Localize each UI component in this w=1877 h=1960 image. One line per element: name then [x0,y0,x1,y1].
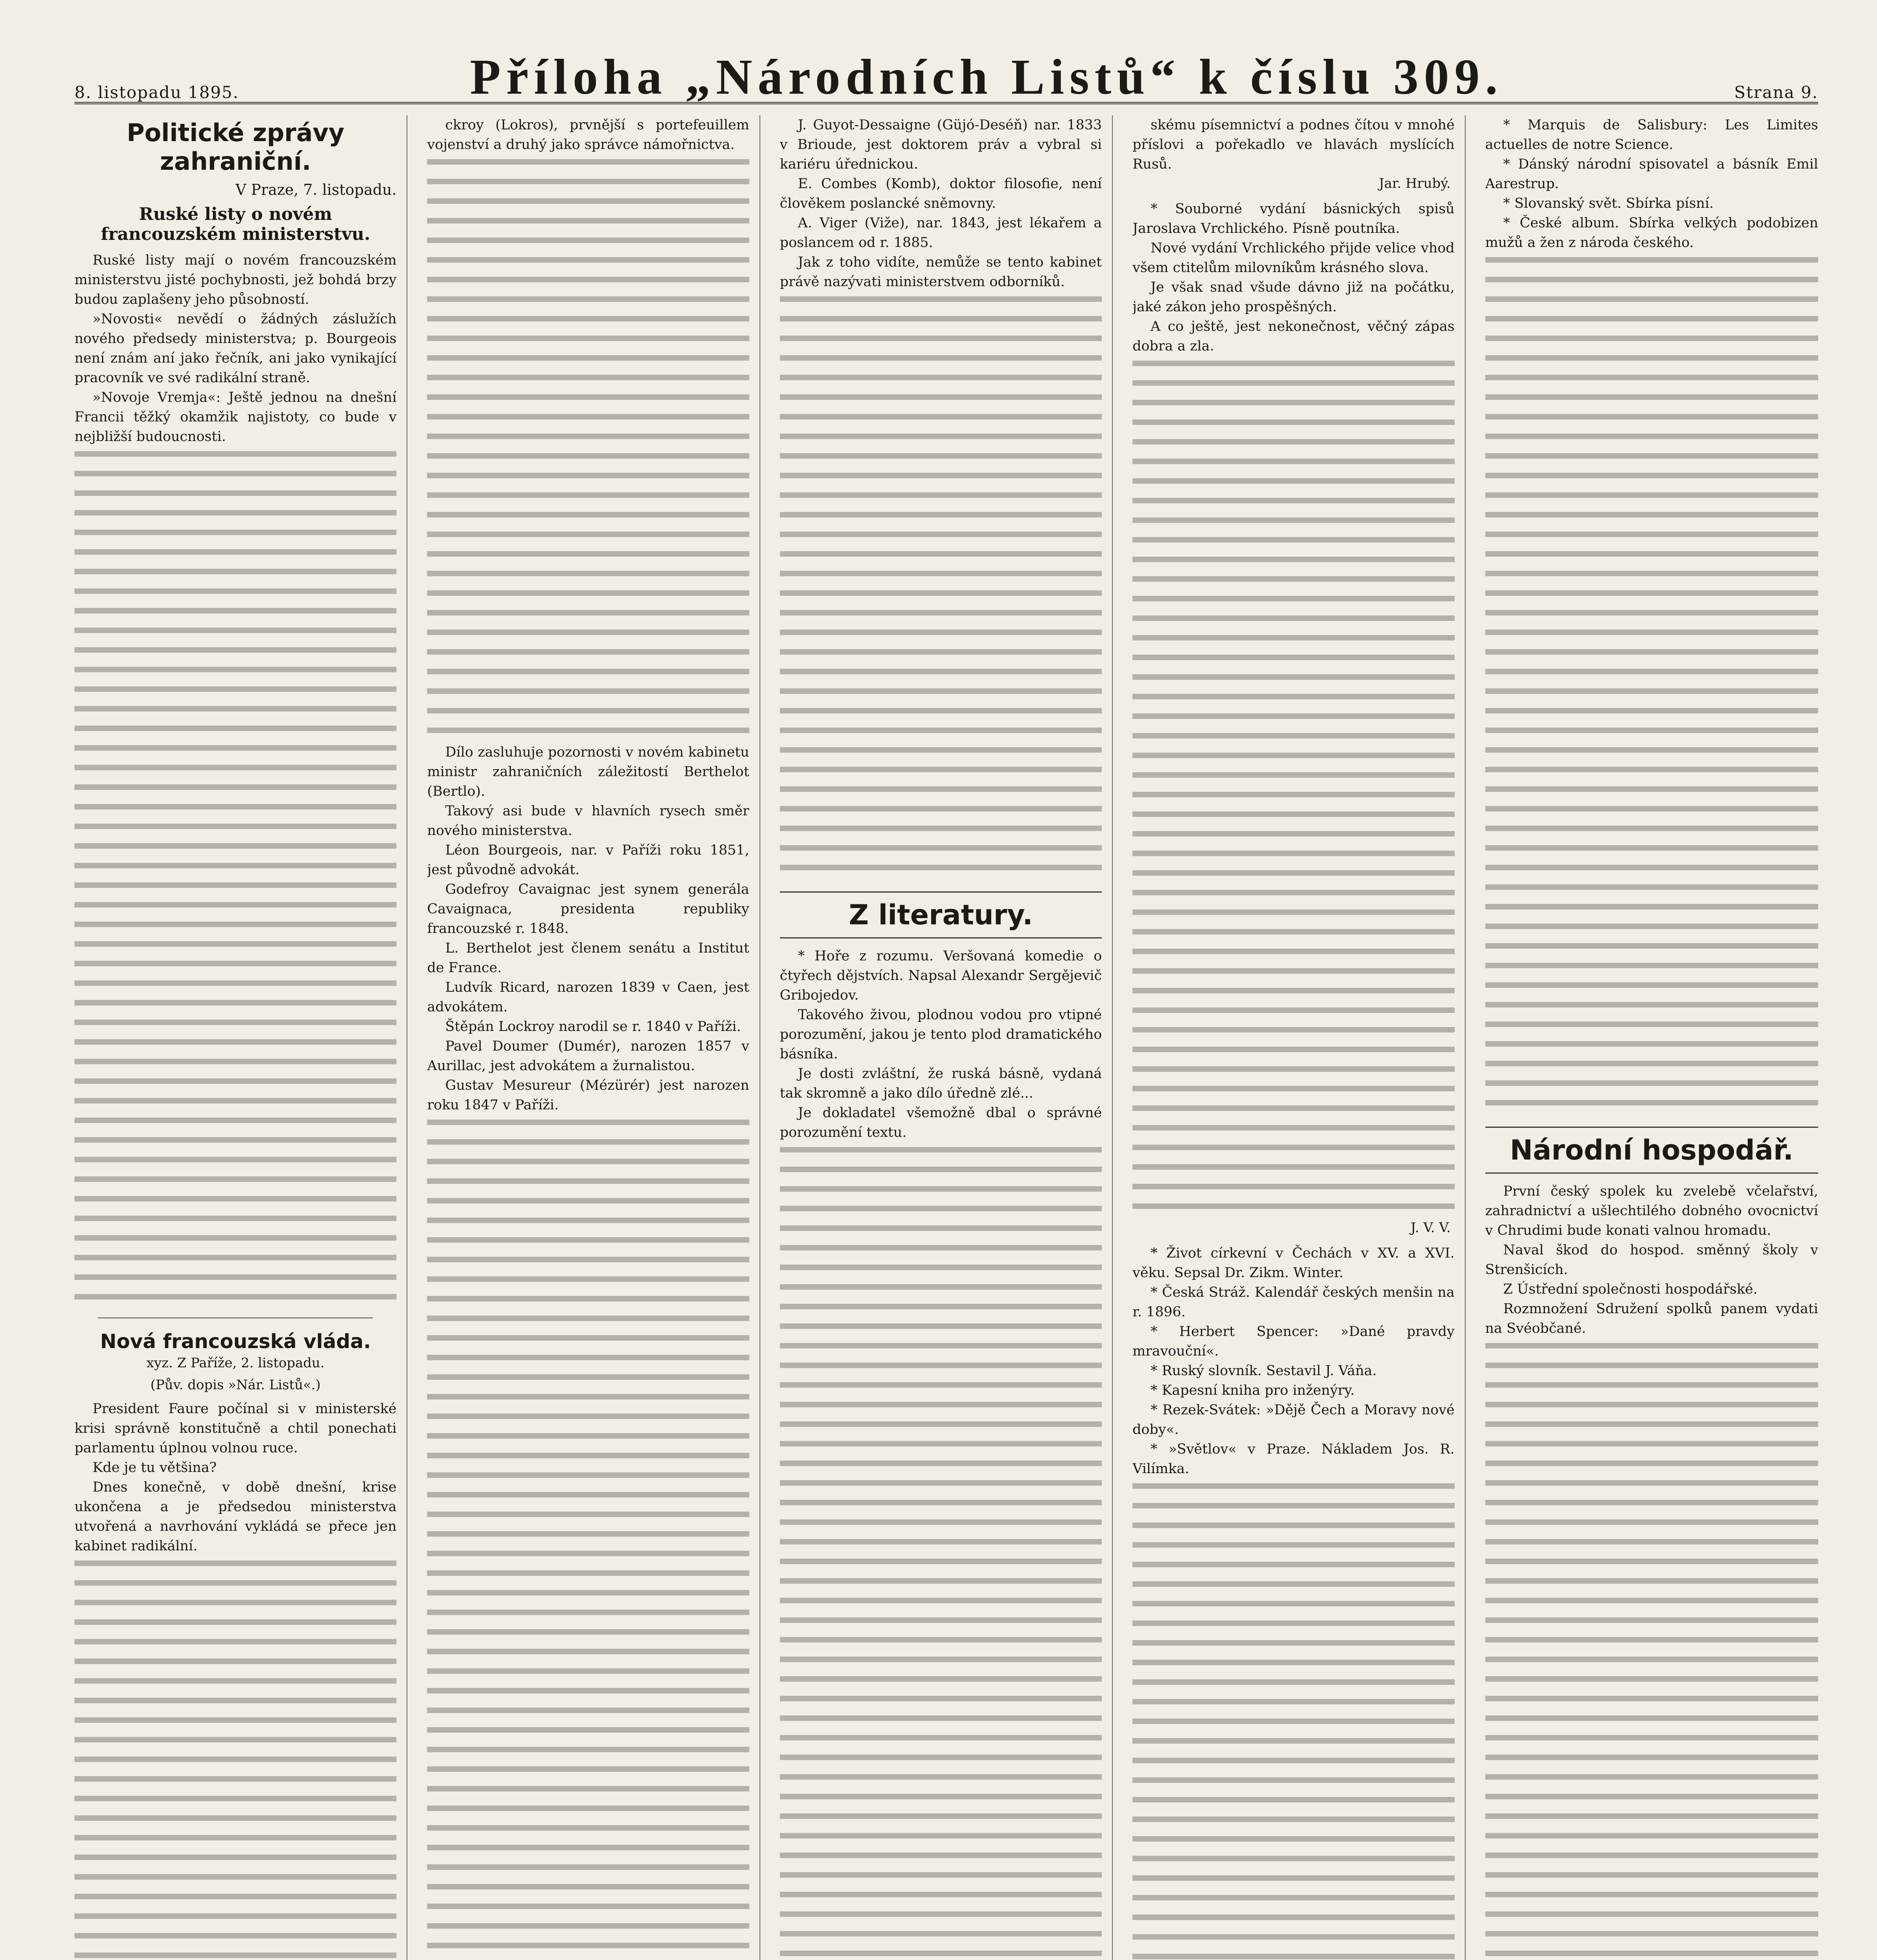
article-body [74,250,396,446]
article-source: xyz. Z Paříže, 2. listopadu. [146,1355,325,1371]
paragraph: * Život církevní v Čechách v XV. a XVI. věku. Sepsal Dr. Zikm. Winter. [1132,1245,1455,1281]
paragraph: * Herbert Spencer: »Dané pravdy mravouční«. [1132,1324,1455,1359]
supplement-title: Příloha „Národních Listů“ k číslu 309. [470,49,1503,105]
paragraph: Léon Bourgeois, nar. v Paříži roku 1851, jest původně advokát. [427,842,749,878]
column-4 [1132,115,1465,1960]
column-2 [427,115,760,1960]
article-title: Nová francouzská vláda. [100,1330,371,1353]
article-body [1132,199,1454,356]
paragraph: Nové vydání Vrchlického přijde velice vhod všem ctitelům milovníkům krásného slova. [1132,240,1455,276]
paragraph: L. Berthelot jest členem senátu a Institut de France. [427,940,749,976]
paragraph: * Dánský národní spisovatel a básník Emil Aarestrup. [1485,156,1818,192]
paragraph: * Ruský slovník. Sestavil J. Váňa. [1150,1363,1377,1379]
paragraph: Je dokladatel všemožně dbal o správné porozumění textu. [780,1105,1102,1140]
paragraph: »Novoje Vremja«: Ještě jednou na dnešní Francii těžký okamžik najistoty, co bude v nejbližší budoucnosti. [74,390,397,445]
article-body [780,115,1102,292]
body-text-lines [1132,1479,1454,1960]
body-text-lines [427,1115,749,1960]
literature-body [780,946,1102,1142]
article-title: Ruské listy o novém francouzském ministerstvu. [101,204,371,244]
paragraph: A. Viger (Viže), nar. 1843, jest lékařem a poslancem od r. 1885. [780,215,1102,250]
body-text-lines [74,446,396,1309]
paragraph: »Novosti« nevědí o žádných záslužích nového předsedy ministerstva; p. Bourgeois není znám aní jako řečník, ani jako vynikající pracovník ve své radikální straně. [74,311,397,386]
article-body [1132,115,1454,174]
paragraph: * Slovanský svět. Sbírka písní. [1503,196,1714,211]
column-5 [1485,115,1818,1960]
paragraph: Štěpán Lockroy narodil se r. 1840 v Paříži. [445,1019,741,1034]
body-text-lines [780,292,1102,880]
paragraph: President Faure počínal si v ministerské krisi správně konstitučně a chtil ponechati parlamentu úplnou volnou ruce. [74,1401,397,1456]
body-text-lines [1485,1338,1818,1960]
paragraph: Dílo zasluhuje pozornosti v novém kabinetu ministr zahraničních záležitostí Berthelot (Bertlo). [427,744,749,799]
body-text-lines [780,1142,1102,1960]
paragraph: ckroy (Lokros), prvnější s portefeuillem vojenství a druhý jako správce námořnictva. [427,117,749,152]
paragraph: Gustav Mesureur (Mézürér) jest narozen roku 1847 v Paříži. [427,1078,749,1113]
paragraph: * »Světlov« v Praze. Nákladem Jos. R. Vilímka. [1132,1441,1455,1477]
paragraph: Dnes konečně, v době dnešní, krise ukončena a je předsedou ministerstva utvořená a navrhování vykládá se přece jen kabinet radikální. [74,1479,397,1554]
author-signature: Jar. Hrubý. [1379,176,1451,191]
paragraph: Naval škod do hospod. směnný školy v Strenšicích. [1485,1242,1818,1278]
article-source-note: (Pův. dopis »Nár. Listů«.) [150,1377,321,1393]
paragraph: * Marquis de Salisbury: Les Limites actuelles de notre Science. [1485,117,1818,152]
paragraph: Ludvík Ricard, narozen 1839 v Caen, jest advokátem. [427,980,749,1015]
paragraph: Je dosti zvláštní, že ruská básně, vydaná tak skromně a jako dílo úředně zlé... [780,1066,1102,1101]
paragraph: Je však snad všude dávno již na počátku, jaké zákon jeho prospěšných. [1132,279,1455,315]
author-signature: J. V. V. [1410,1220,1451,1236]
section-heading-literature: Z literatury. [780,891,1102,938]
paragraph: A co ještě, jest nekonečnost, věčný zápas dobra a zla. [1132,319,1455,354]
paragraph: Ruské listy mají o novém francouzském ministerstvu jisté pochybnosti, jež bohdá brzy budou zaplašeny jeho působností. [74,252,397,308]
paragraph: * Souborné vydání básnických spisů Jaroslava Vrchlického. Písně poutníka. [1132,201,1455,236]
paragraph: * České album. Sbírka velkých podobizen mužů a žen z národa českého. [1485,215,1818,250]
column-3 [780,115,1113,1960]
paragraph: * Kapesní kniha pro inženýry. [1150,1383,1355,1398]
paragraph: Rozmnožení Sdružení spolků panem vydati na Svéobčané. [1485,1301,1818,1336]
paragraph: Godefroy Cavaignac jest synem generála Cavaignaca, presidenta republiky francouzské r. 1848. [427,882,749,936]
body-text-lines [1132,356,1454,1218]
paragraph: Jak z toho vidíte, nemůže se tento kabinet právě nazývati ministerstvem odborníků. [780,254,1102,290]
economy-body [1485,1181,1818,1338]
paragraph: E. Combes (Komb), doktor filosofie, není člověkem poslancké sněmovny. [780,176,1102,211]
column-1 [74,115,407,1960]
paragraph: První český spolek ku zvelebě včelařství, zahradnictví a ušlechtilého dobného ovocnictví v Chrudimi bude konati valnou hromadu. [1485,1183,1818,1238]
issue-date: 8. listopadu 1895. [74,83,239,102]
body-text-lines [427,154,749,742]
paragraph: Z Ústřední společnosti hospodářské. [1503,1281,1758,1297]
paragraph: J. Guyot-Dessaigne (Güjó-Deséň) nar. 1833 v Brioude, jest doktorem práv a vybral si kariéru úřednickou. [780,117,1102,172]
article-body [1485,115,1818,252]
dateline: V Praze, 7. listopadu. [235,181,397,198]
masthead [74,43,1818,104]
paragraph: Kde je tu většina? [93,1460,217,1476]
columns [74,115,1818,1960]
page-number: Strana 9. [1734,83,1818,102]
section-heading-economy: Národní hospodář. [1485,1127,1818,1174]
article-body [74,1399,396,1556]
paragraph: skému písemnictví a podnes čítou v mnohé příslovi a pořekadlo ve hlavách myslících Rusů. [1132,117,1455,172]
article-body [427,742,749,1115]
section-heading-foreign-politics: Politické zprávy zahraniční. [127,118,345,176]
paragraph: * Hoře z rozumu. Veršovaná komedie o čtyřech dějstvích. Napsal Alexandr Sergějevič Gribojedov. [780,948,1102,1003]
paragraph: Pavel Doumer (Dumér), narozen 1857 v Aurillac, jest advokátem a žurnalistou. [427,1038,749,1074]
book-notes [1132,1243,1454,1479]
article-body [427,115,749,154]
paragraph: Takový asi bude v hlavních rysech směr nového ministerstva. [427,803,749,838]
paragraph: * Česká Stráž. Kalendář českých menšin na r. 1896. [1132,1285,1455,1320]
paragraph: * Rezek-Svátek: »Dějě Čech a Moravy nové doby«. [1132,1402,1455,1437]
body-text-lines [1485,252,1818,1115]
body-text-lines [74,1556,396,1960]
paragraph: Takového živou, plodnou vodou pro vtipné porozumění, jakou je tento plod dramatického básníka. [780,1007,1102,1062]
